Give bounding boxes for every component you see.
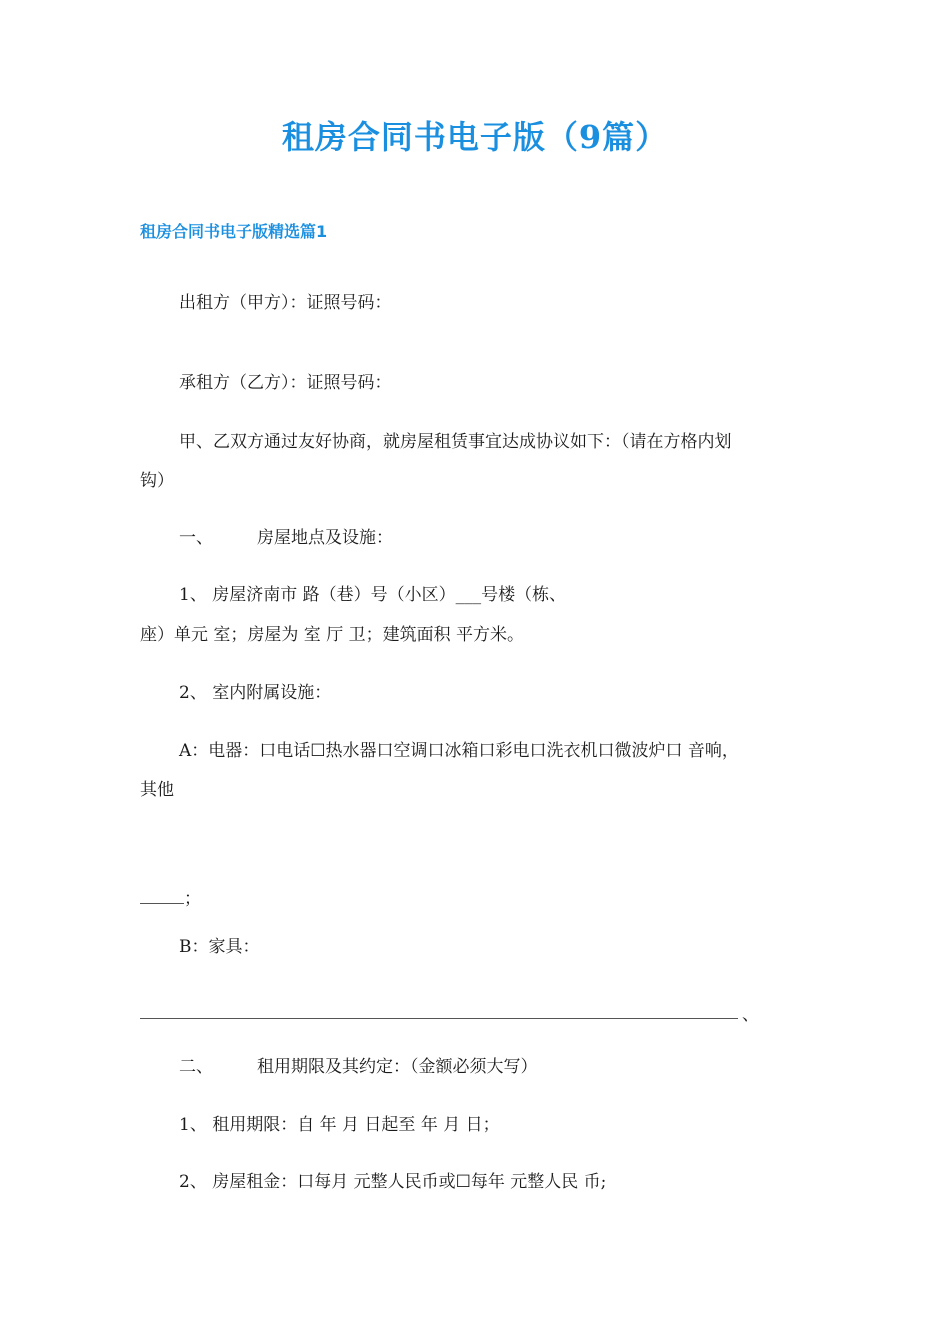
item-1-line-1: 1、 房屋济南市 路（巷）号（小区）___号楼（栋、 <box>179 585 567 605</box>
intro-line-2: 钩） <box>140 471 174 491</box>
item-b-end-mark: 、 <box>742 1005 759 1025</box>
document-title: 租房合同书电子版（9篇） <box>281 118 669 156</box>
item-a-end-mark: ； <box>184 889 201 909</box>
blank-underline-long <box>140 1018 738 1019</box>
item-1-line-2: 座）单元 室；房屋为 室 厅 卫；建筑面积 平方米。 <box>140 625 525 645</box>
blank-underline-short <box>140 903 184 904</box>
section-1-text: 房屋地点及设施： <box>257 528 393 548</box>
section-2-heading <box>179 1056 538 1078</box>
lessee-line: 承租方（乙方）：证照号码： <box>179 373 392 393</box>
term-2-line: 2、 房屋租金：口每月 元整人民币或☐每年 元整人民 币; <box>179 1172 607 1192</box>
intro-line-1: 甲、乙双方通过友好协商，就房屋租赁事宜达成协议如下：（请在方格内划 <box>179 432 732 452</box>
item-b-line: B：家具： <box>179 937 260 957</box>
item-a-line-1: A：电器：口电话☐热水器口空调口冰箱口彩电口洗衣机口微波炉口 音响， <box>179 741 739 761</box>
section-2-text: 租用期限及其约定：（金额必须大写） <box>257 1057 538 1077</box>
section-1-number: 一、 <box>179 528 213 548</box>
term-1-line: 1、 租用期限：自 年 月 日起至 年 月 日； <box>179 1115 500 1135</box>
item-2-line: 2、 室内附属设施： <box>179 683 332 703</box>
section-2-number: 二、 <box>179 1057 213 1077</box>
lessor-line: 出租方（甲方）：证照号码： <box>179 293 392 313</box>
section-1-heading <box>179 527 393 549</box>
section-heading: 租房合同书电子版精选篇1 <box>140 222 328 241</box>
item-a-line-2: 其他 <box>140 780 174 800</box>
